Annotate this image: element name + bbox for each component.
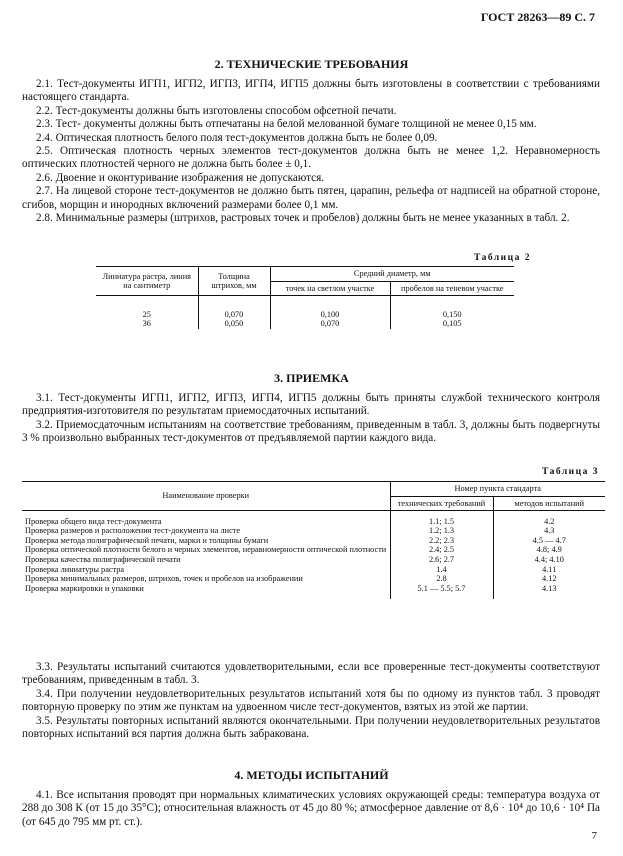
table-row — [22, 526, 605, 536]
col-clause: Номер пункта стандарта — [390, 482, 605, 497]
check-req: 2.8 — [390, 574, 493, 584]
check-req: 1.1; 1.5 — [390, 517, 493, 527]
check-req: 2.6; 2.7 — [390, 555, 493, 565]
clause-2-7: 2.7. На лицевой стороне тест-документов не должно быть пятен, царапин, рельефа от надписей на обратной стороне, сгибов, морщин и инородных включений размерами более 0,1 мм. — [22, 185, 600, 211]
check-req: 1.4 — [390, 565, 493, 575]
check-name: Проверка минимальных размеров, штрихов, точек и пробелов на изображении — [25, 574, 303, 584]
table-3 — [22, 481, 605, 599]
col-diameter: Средний диаметр, мм — [270, 267, 514, 282]
section-4-title: 4. МЕТОДЫ ИСПЫТАНИЙ — [234, 768, 389, 782]
clause-3-5: 3.5. Результаты повторных испытаний являются окончательными. При получении неудовлетворительных результатов повторных испытаний вся партия должна быть забракована. — [22, 714, 600, 741]
cell-thickness: 0,070 — [198, 310, 270, 320]
check-meth: 4.2 — [493, 517, 605, 527]
table-row — [22, 574, 605, 584]
clause-2-1: 2.1. Тест-документы ИГП1, ИГП2, ИГП3, ИГП4, ИГП5 должны быть изготовлены в соответствии с требованиями настоящего стандарта. — [22, 78, 600, 104]
section-4-body — [22, 789, 600, 829]
col-lineature: Линиатура растра, линия на сантиметр — [96, 267, 198, 296]
table-row — [22, 545, 605, 555]
check-req: 2.4; 2.5 — [390, 545, 493, 555]
table-2-label: Таблица 2 — [473, 253, 531, 263]
clause-2-3: 2.3. Тест- документы должны быть отпечатаны на белой мелованной бумаге толщиной не менее 0,15 мм. — [36, 118, 537, 131]
page-number: 7 — [591, 830, 597, 842]
check-name: Проверка маркировки и упаковки — [25, 583, 144, 593]
col-methods: методов испытаний — [493, 496, 605, 511]
table-row — [22, 555, 605, 565]
table-row — [22, 565, 605, 575]
table-row — [22, 584, 605, 594]
cell-dots: 0,070 — [270, 319, 390, 329]
section-2-body — [22, 78, 600, 225]
cell-dots: 0,100 — [270, 310, 390, 320]
clause-3-4: 3.4. При получении неудовлетворительных результатов испытаний хотя бы по одному из пунктов табл. 3 проводят повторную проверку по этим же пунктам на удвоенном числе тест-документов, взятых из этой же партии. — [22, 687, 600, 714]
check-meth: 4.3 — [493, 526, 605, 536]
check-req: 5.1 — 5.5; 5.7 — [390, 584, 493, 594]
col-requirements: технических требований — [390, 496, 493, 511]
check-req: 1.2; 1.3 — [390, 526, 493, 536]
check-name: Проверка метода полиграфической печати, марки и толщины бумаги — [25, 535, 269, 545]
table-row — [22, 517, 605, 527]
table-row — [96, 310, 514, 320]
check-name: Проверка оптической плотности белого и черных элементов, неравномерности оптической плотности — [25, 545, 387, 555]
running-head: ГОСТ 28263—89 С. 7 — [480, 10, 595, 24]
clause-2-2: 2.2. Тест-документы должны быть изготовлены способом офсетной печати. — [36, 104, 397, 117]
clause-4-1: 4.1. Все испытания проводят при нормальных климатических условиях окружающей среды: температура воздуха от 288 до 308 К (от 15 до 35°С); относительная влажность от 45 до 80 %; атмосферное давление от 8,6 · 10⁴ до 10,6 · 10⁴ Па (от 645 до 795 мм рт. ст.). — [22, 789, 600, 828]
check-meth: 4.11 — [493, 565, 605, 575]
clause-2-5: 2.5. Оптическая плотность черных элементов тест-документов должна быть не менее 1,2. Неравномерность оптических плотностей черного не должна быть более ± 0,1. — [22, 145, 600, 171]
cell-gaps: 0,105 — [390, 319, 514, 329]
check-meth: 4.12 — [493, 574, 605, 584]
col-thickness: Толщина штрихов, мм — [198, 267, 270, 296]
cell-lineature: 25 — [142, 309, 151, 319]
clause-2-6: 2.6. Двоение и оконтуривание изображения не допускаются. — [36, 171, 325, 184]
cell-thickness: 0,050 — [198, 319, 270, 329]
table-row — [96, 319, 514, 329]
clause-3-3: 3.3. Результаты испытаний считаются удовлетворительными, если все проверенные тест-документы соответствуют требованиям, приведенным в табл. 3. — [22, 661, 600, 687]
check-name: Проверка качества полиграфической печати — [25, 555, 181, 565]
section-3-results — [22, 661, 600, 741]
check-meth: 4.13 — [493, 584, 605, 594]
cell-lineature: 36 — [142, 319, 151, 329]
cell-gaps: 0,150 — [390, 310, 514, 320]
check-name: Проверка размеров и расположения тест-документа на листе — [25, 526, 241, 536]
clause-2-8: 2.8. Минимальные размеры (штрихов, растровых точек и пробелов) должны быть не менее указанных в табл. 2. — [36, 212, 570, 225]
table-row — [22, 536, 605, 546]
check-meth: 4.8; 4.9 — [493, 545, 605, 555]
check-name: Проверка общего вида тест-документа — [25, 516, 162, 526]
col-gaps-dark: пробелов на теневом участке — [390, 281, 514, 296]
section-3-body — [22, 392, 600, 446]
clause-2-4: 2.4. Оптическая плотность белого поля тест-документов должна быть не более 0,09. — [36, 131, 438, 144]
table-3-label: Таблица 3 — [541, 467, 599, 477]
section-3-title: 3. ПРИЕМКА — [274, 371, 349, 385]
col-check: Наименование проверки — [22, 482, 390, 511]
clause-3-1: 3.1. Тест-документы ИГП1, ИГП2, ИГП3, ИГП4, ИГП5 должны быть приняты службой технического контроля предприятия-изготовителя по результатам приемосдаточных испытаний. — [22, 392, 600, 418]
table-2 — [96, 266, 514, 329]
col-dots-light: точек на светлом участке — [270, 281, 390, 296]
clause-3-2: 3.2. Приемосдаточным испытаниям на соответствие требованиям, приведенным в табл. 3, должны быть подвергнуты 3 % произвольно выбранных тест-документов от предъявляемой партии каждого вида. — [22, 418, 600, 445]
check-req: 2.2; 2.3 — [390, 536, 493, 546]
check-meth: 4.4; 4.10 — [493, 555, 605, 565]
check-meth: 4.5 — 4.7 — [493, 536, 605, 546]
section-2-title: 2. ТЕХНИЧЕСКИЕ ТРЕБОВАНИЯ — [214, 57, 409, 71]
check-name: Проверка линиатуры растра — [25, 564, 125, 574]
